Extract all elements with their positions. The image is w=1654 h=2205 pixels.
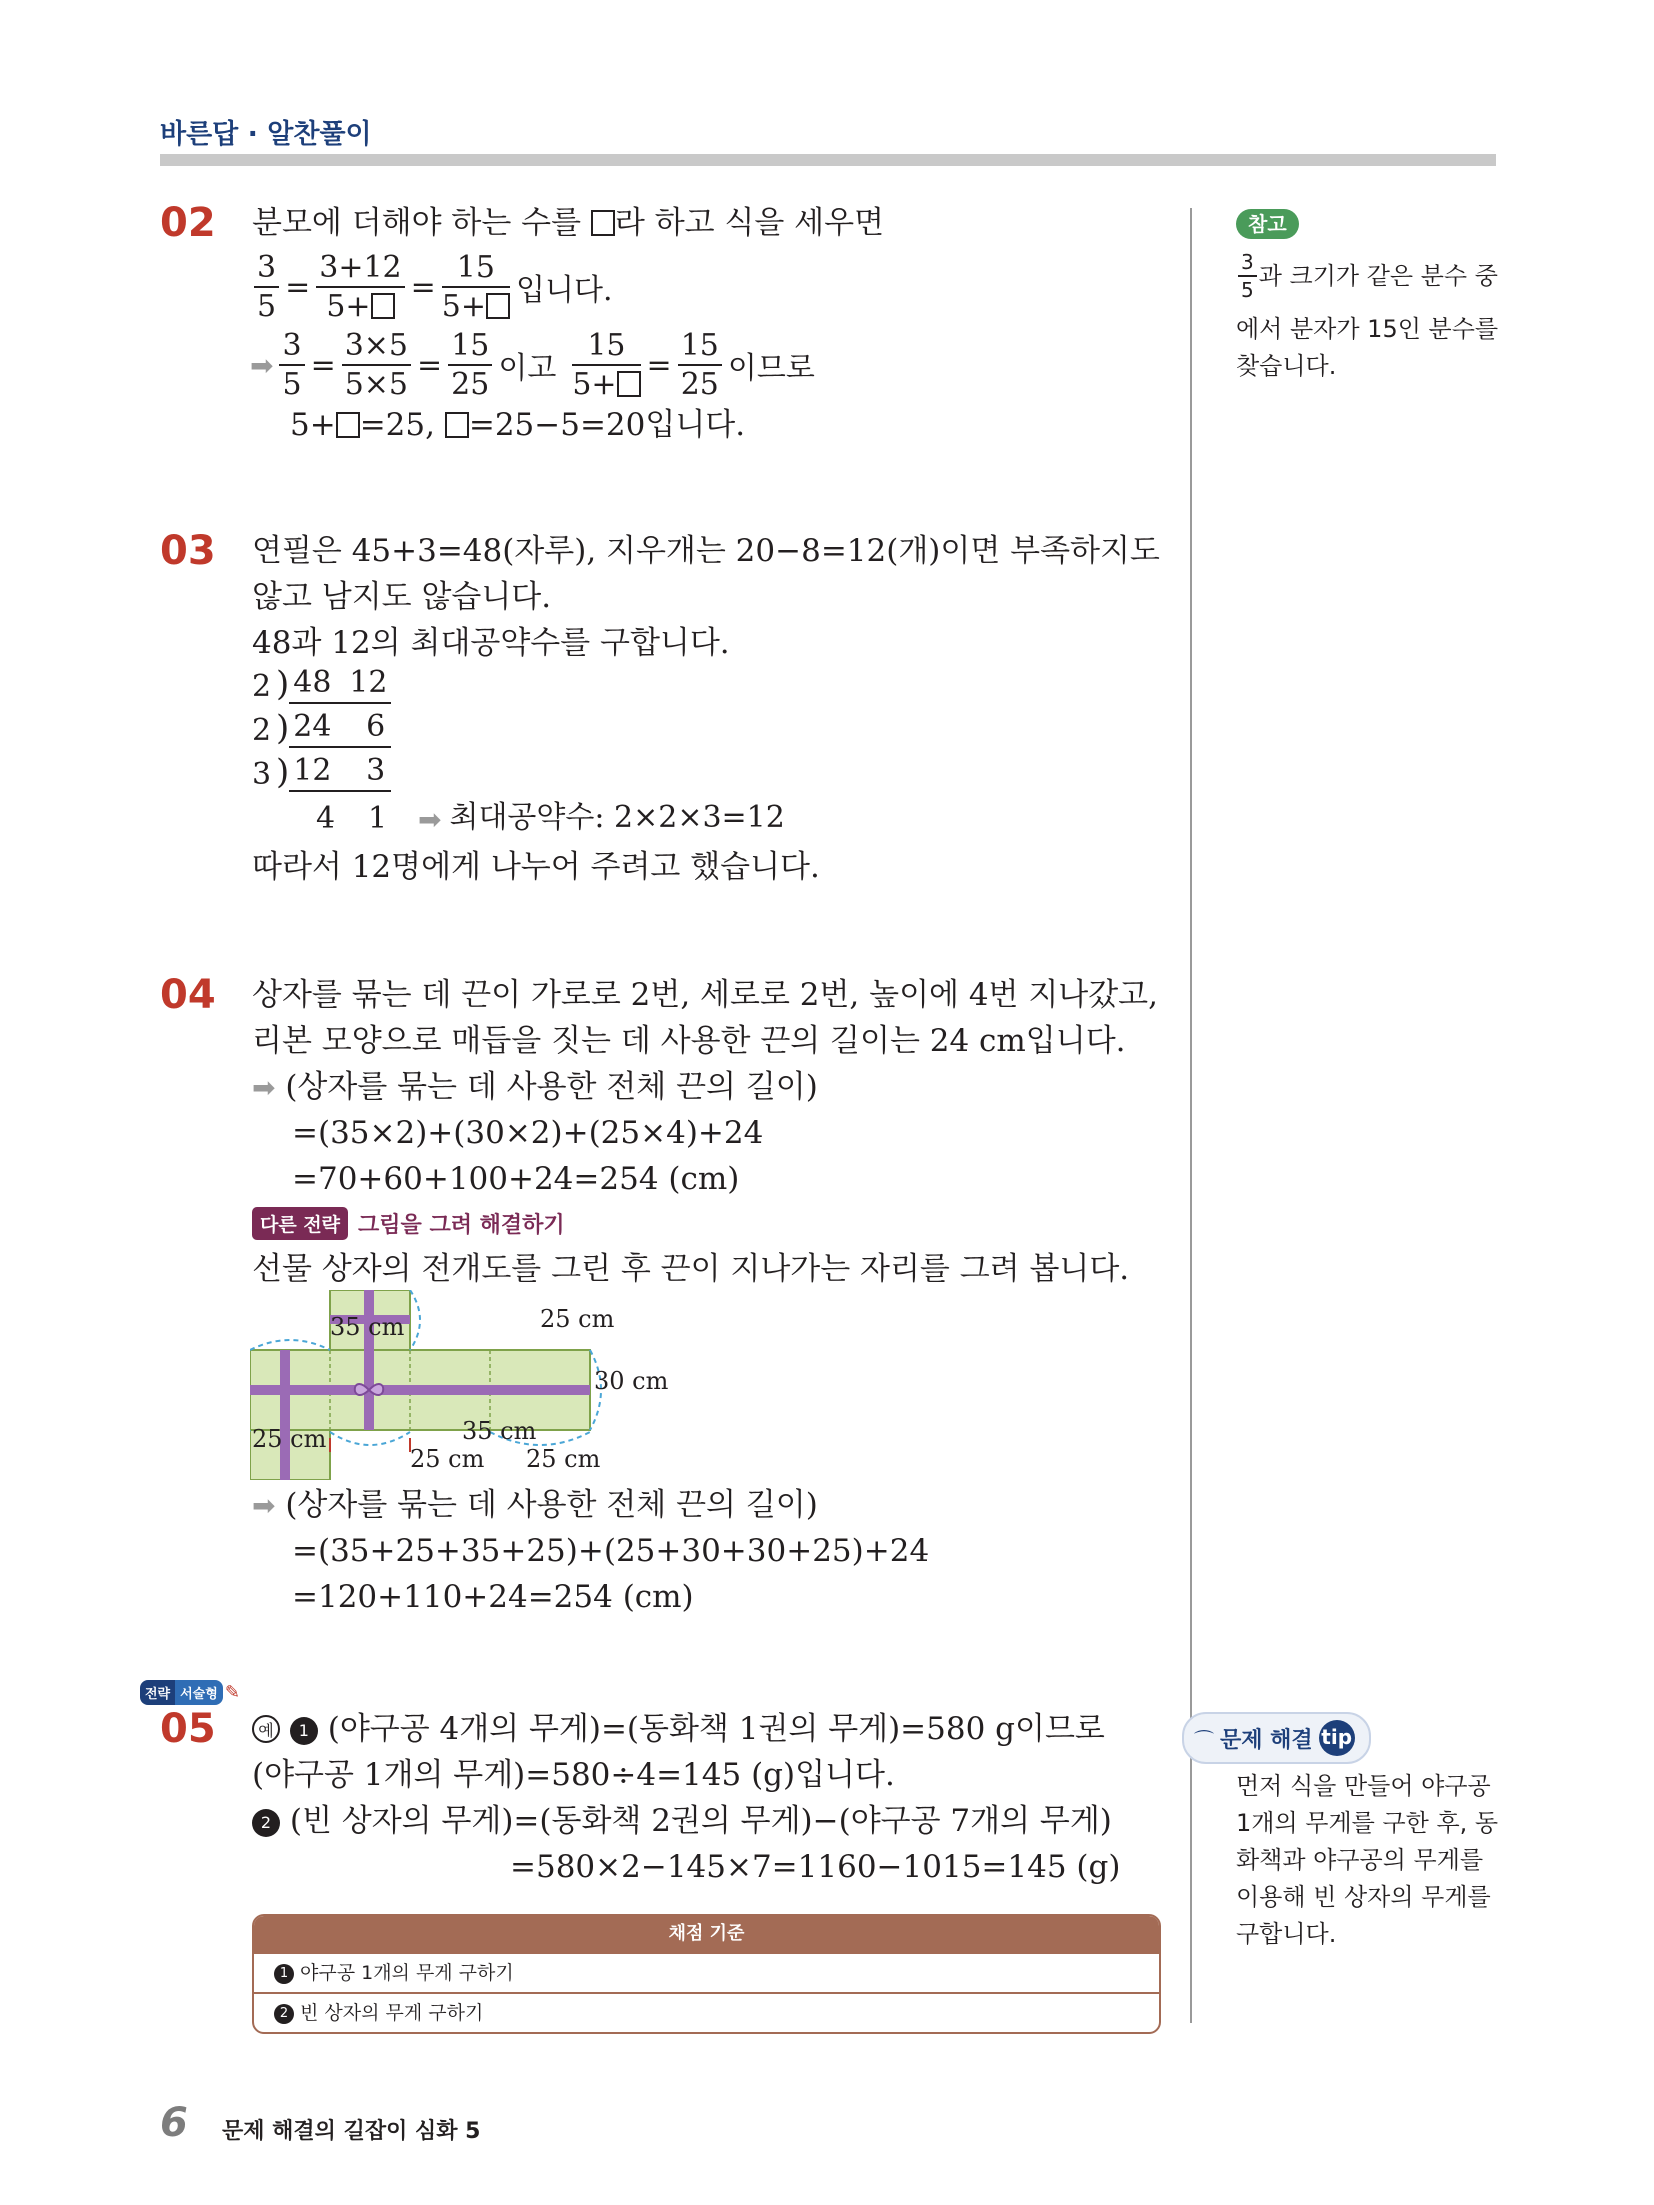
reference-line1: $\frac{3}{5}$ 과 크기가 같은 분수 중 [1236, 252, 1498, 301]
hook-icon: ⌒ [1194, 1727, 1214, 1752]
blank-box [591, 210, 615, 236]
page-header-title: 바른답 · 알찬풀이 [160, 119, 372, 150]
problem-number-04: 04 [160, 972, 216, 1018]
fraction: $\frac{15}{5+}$ [442, 252, 510, 322]
reference-line3: 찾습니다. [1236, 352, 1337, 380]
header-divider [160, 154, 1496, 166]
p03-line5: 따라서 12명에게 나누어 주려고 했습니다. [252, 849, 820, 885]
p03-line3: 48과 12의 최대공약수를 구합니다. [252, 625, 730, 661]
pencil-icon: ✎ [224, 1682, 240, 1703]
p04-line6: 선물 상자의 전개도를 그린 후 끈이 지나가는 자리를 그려 봅니다. [252, 1251, 1130, 1287]
net-label: 35 cm [462, 1417, 537, 1445]
division-step: 2 ) 48 12 [252, 660, 785, 704]
division-step: 3 ) 12 3 [252, 748, 785, 792]
p04-line3: ➡ (상자를 묶는 데 사용한 전체 끈의 길이) [252, 1069, 818, 1105]
reference-badge: 참고 [1236, 208, 1299, 237]
scoring-criteria-table [252, 1914, 1161, 2034]
strategy-label: 다른 전략 그림을 그려 해결하기 [252, 1207, 565, 1240]
net-label: 25 cm [410, 1445, 485, 1473]
net-label: 25 cm [540, 1305, 615, 1333]
p04-line7: ➡ (상자를 묶는 데 사용한 전체 끈의 길이) [252, 1487, 818, 1523]
p03-line1: 연필은 45+3=48(자루), 지우개는 20−8=12(개)이면 부족하지도 [252, 533, 1160, 569]
p04-line1: 상자를 묶는 데 끈이 가로로 2번, 세로로 2번, 높이에 4번 지나갔고, [252, 977, 1158, 1013]
reference-line2: 에서 분자가 15인 분수를 [1236, 315, 1499, 343]
page-number: 6 [160, 2100, 188, 2146]
problem-number-05: 05 [160, 1706, 216, 1752]
p02-line4: 5+ =25, =25−5=20입니다. [290, 407, 746, 443]
strategy-badge: 전략 서술형 ✎ [140, 1680, 240, 1705]
p03-line2: 않고 남지도 않습니다. [252, 579, 552, 615]
arrow-right-icon: ➡ [252, 1071, 276, 1104]
p04-line4: =(35×2)+(30×2)+(25×4)+24 [292, 1115, 764, 1151]
division-step: 2 ) 24 6 [252, 704, 785, 748]
net-label: 25 cm [252, 1425, 327, 1453]
net-label: 35 cm [330, 1313, 405, 1341]
problem-number-03: 03 [160, 528, 216, 574]
p05-line1: 예 1 (야구공 4개의 무게)=(동화책 1권의 무게)=580 g이므로 [252, 1714, 1105, 1745]
p05-line4: =580×2−145×7=1160−1015=145 (g) [510, 1849, 1121, 1885]
p02-line3: ➡ $\frac{3}{5}$ = $\frac{3\times 5}{5\times 5}$ = $\frac{15}{25}$ 이고 $\frac{15}{5+}$ = $\frac{15}{25}$ 이므로 [250, 328, 815, 402]
fraction: $\frac{3}{5}$ [254, 252, 279, 322]
p05-line3: 2 (빈 상자의 무게)=(동화책 2권의 무게)−(야구공 7개의 무게) [252, 1806, 1112, 1837]
scoring-table-title: 채점 기준 [254, 1916, 1159, 1952]
p04-line2: 리본 모양으로 매듭을 짓는 데 사용한 끈의 길이는 24 cm입니다. [252, 1023, 1126, 1059]
p04-line9: =120+110+24=254 (cm) [292, 1579, 694, 1615]
arrow-right-icon: ➡ [418, 803, 442, 836]
fraction: $\frac{3+12}{5+}$ [316, 252, 404, 322]
p02-line2: $\frac{3}{5}$ = $\frac{3+12}{5+}$ = $\frac{15}{5+}$ 입니다. [252, 252, 613, 322]
arrow-right-icon: ➡ [252, 1489, 276, 1522]
strategy-tag: 다른 전략 [252, 1207, 348, 1240]
ribbon-vertical-2 [280, 1350, 290, 1480]
p05-line2: (야구공 1개의 무게)=580÷4=145 (g)입니다. [252, 1757, 895, 1793]
division-quotient: 4 1 ➡ 최대공약수: 2×2×3=12 [316, 800, 785, 836]
scoring-row: 2 빈 상자의 무게 구하기 [254, 1992, 1159, 2032]
tip-text: 먼저 식을 만들어 야구공 1개의 무게를 구한 후, 동 화책과 야구공의 무게를 이용해 빈 상자의 무게를 구합니다. [1236, 1772, 1499, 1948]
p04-line5: =70+60+100+24=254 (cm) [292, 1161, 740, 1197]
ribbon-vertical [364, 1290, 374, 1430]
scoring-row: 1 야구공 1개의 무게 구하기 [254, 1952, 1159, 1992]
division-ladder [252, 660, 785, 836]
net-label: 25 cm [526, 1445, 601, 1473]
ribbon-horizontal [250, 1385, 590, 1395]
problem-number-02: 02 [160, 200, 216, 246]
problem-solving-tip-badge: ⌒ 문제 해결 tip [1182, 1712, 1371, 1764]
arrow-right-icon: ➡ [250, 348, 274, 382]
net-label: 30 cm [594, 1367, 669, 1395]
book-title: 문제 해결의 길잡이 심화 5 [222, 2119, 481, 2144]
p02-line1: 분모에 더해야 하는 수를 라 하고 식을 세우면 [252, 205, 885, 241]
p04-line8: =(35+25+35+25)+(25+30+30+25)+24 [292, 1533, 930, 1569]
